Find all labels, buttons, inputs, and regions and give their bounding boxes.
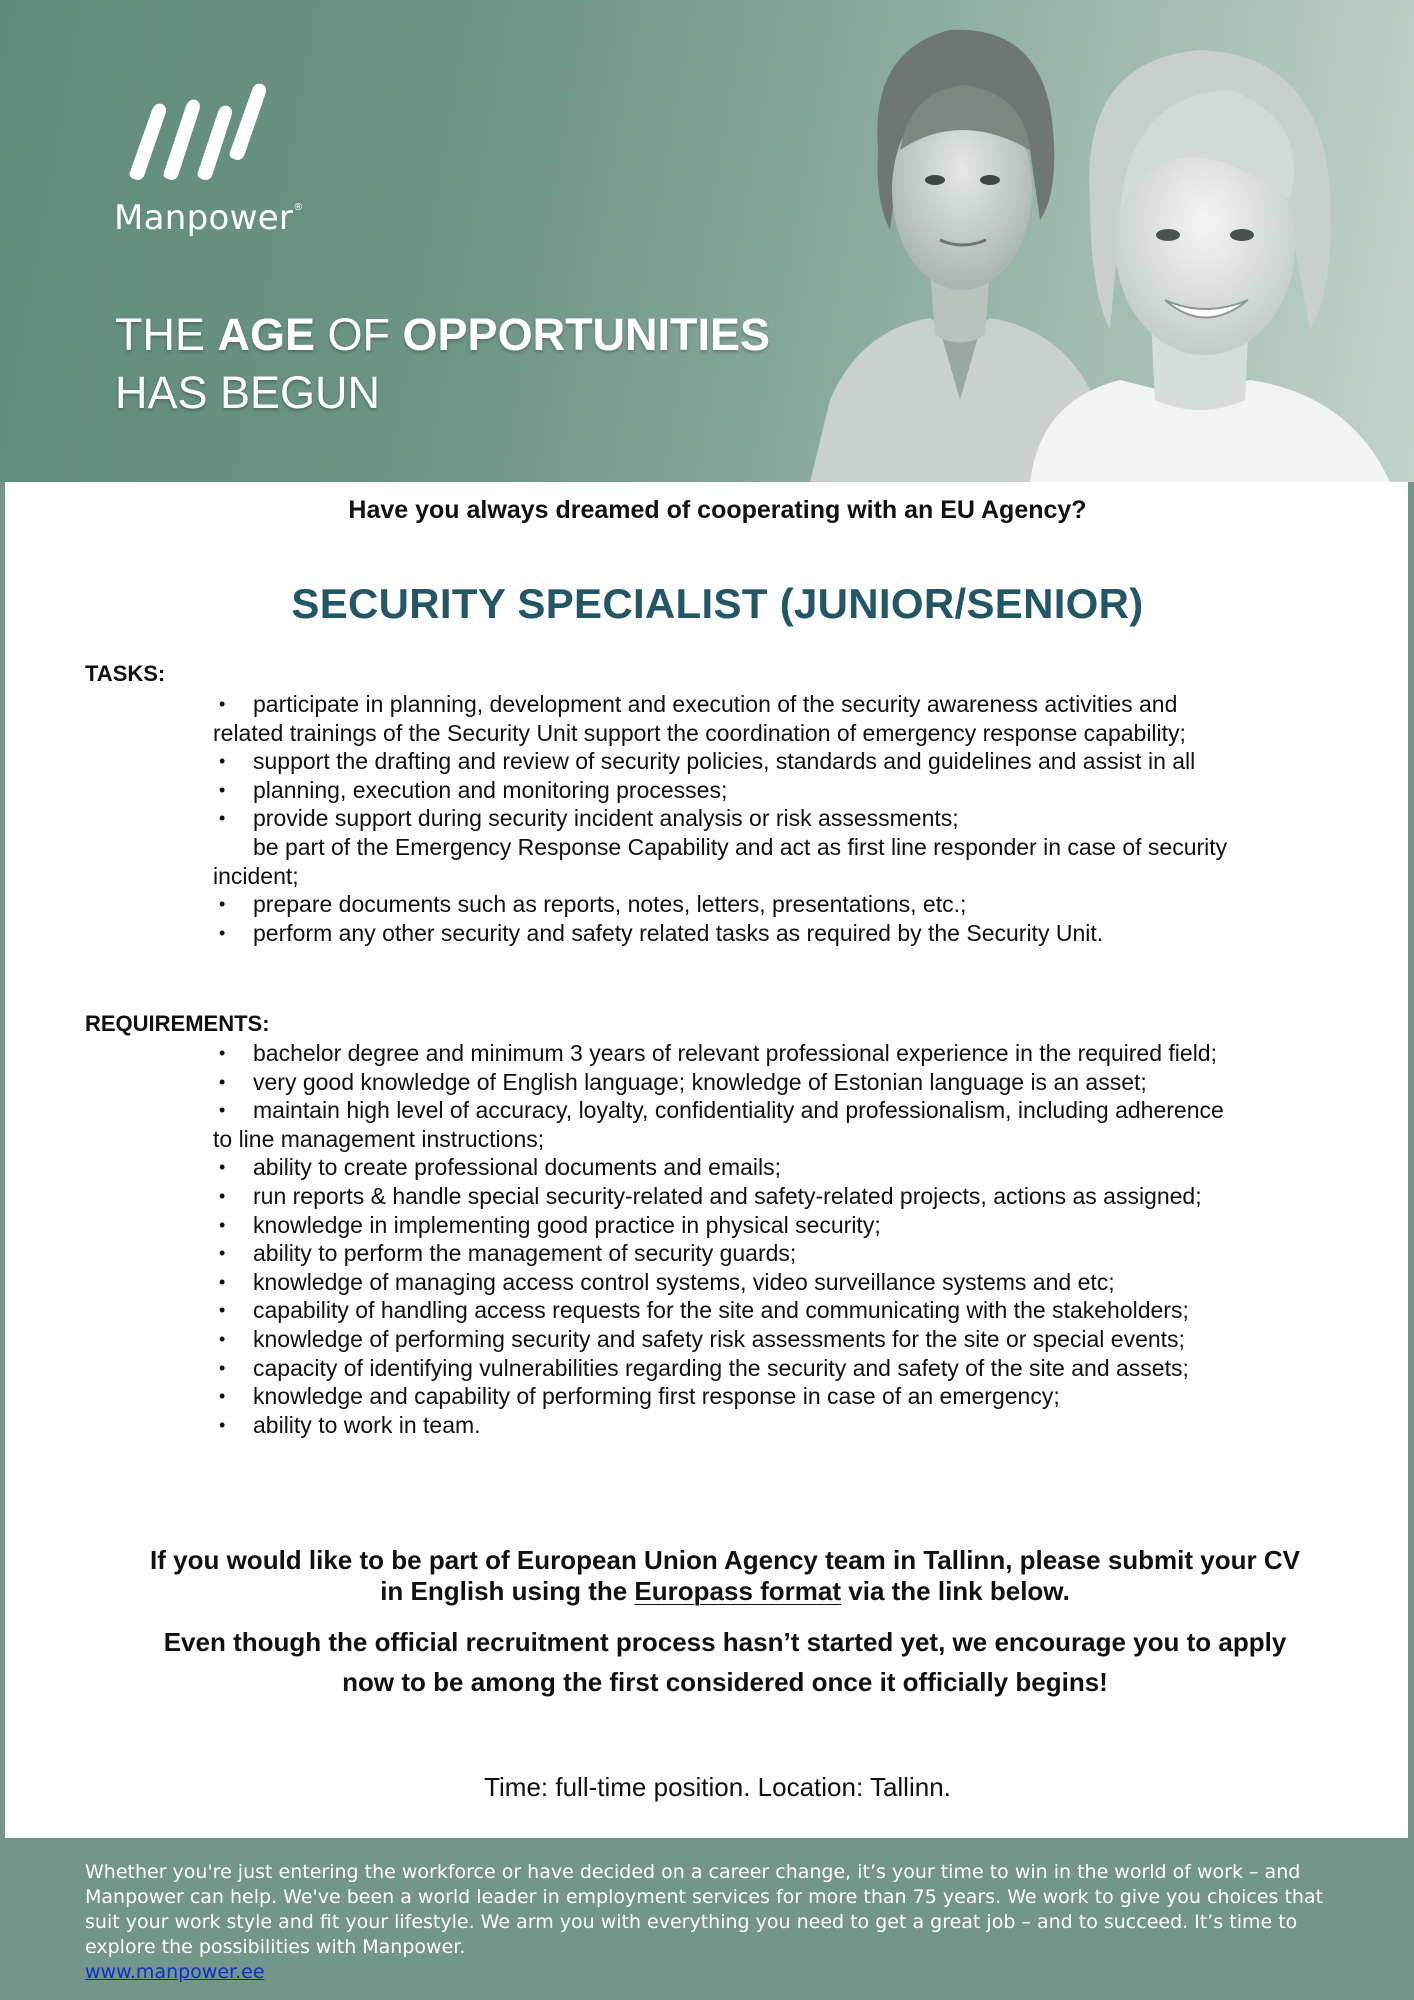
tasks-list-item <box>213 776 1353 805</box>
requirements-item-text: ability to create professional documents and emails; <box>253 1154 782 1181</box>
apply-line-2: in English using the Europass format via the link below. <box>380 1576 1070 1606</box>
requirements-list-item <box>213 1411 1353 1440</box>
tasks-item-text: planning, execution and monitoring processes; <box>253 776 728 803</box>
tasks-item-text: provide support during security incident analysis or risk assessments; <box>253 805 959 832</box>
requirements-item-text: capacity of identifying vulnerabilities regarding the security and safety of the site and assets; <box>253 1354 1189 1381</box>
manpower-stripes-icon <box>118 82 288 182</box>
requirements-item-text: very good knowledge of English language; knowledge of Estonian language is an asset; <box>253 1068 1147 1095</box>
requirements-item-text: run reports & handle special security-related and safety-related projects, actions as assigned; <box>253 1182 1202 1209</box>
tasks-item-text: perform any other security and safety related tasks as required by the Security Unit. <box>253 919 1104 946</box>
tasks-heading: TASKS: <box>85 661 166 686</box>
tasks-list <box>213 690 1353 947</box>
tasks-item-continuation: incident; <box>213 862 299 889</box>
footer <box>85 1860 1335 1985</box>
hero-banner <box>0 0 1414 482</box>
tasks-item-text: be part of the Emergency Response Capability and act as first line responder in case of security <box>253 833 1228 860</box>
requirements-list-item <box>213 1354 1353 1383</box>
tasks-list-item <box>213 690 1353 747</box>
slogan-line-1: THE AGE OF OPPORTUNITIES <box>115 309 771 360</box>
requirements-list-item <box>213 1039 1353 1068</box>
manpower-website-link[interactable]: www.manpower.ee <box>85 1961 265 1983</box>
footer-text: Whether you're just entering the workforce or have decided on a career change, it’s your time to win in the world of work – and Manpower can help. We've been a world leader in employment services for more than 75 years. We work to give you choices that suit your work style and fit your lifestyle. We arm you with everything you need to get a great job – and to succeed. It’s time to explore the possibilities with Manpower. <box>85 1861 1324 1958</box>
early-apply-note <box>115 1622 1335 1702</box>
tasks-item-text: prepare documents such as reports, notes, letters, presentations, etc.; <box>253 891 967 918</box>
time-location: Time: full-time position. Location: Tallinn. <box>484 1772 951 1802</box>
slogan <box>115 306 770 422</box>
requirements-item-text: ability to work in team. <box>253 1411 481 1438</box>
job-posting <box>5 482 1408 1838</box>
job-title: SECURITY SPECIALIST (JUNIOR/SENIOR) <box>291 580 1144 627</box>
requirements-list-item <box>213 1325 1353 1354</box>
requirements-heading: REQUIREMENTS: <box>85 1011 270 1036</box>
requirements-item-text: knowledge and capability of performing first response in case of an emergency; <box>253 1383 1060 1410</box>
requirements-list-item <box>213 1296 1353 1325</box>
requirements-item-text: maintain high level of accuracy, loyalty, confidentiality and professionalism, including adherence <box>253 1097 1224 1124</box>
requirements-item-text: ability to perform the management of security guards; <box>253 1240 797 1267</box>
requirements-list-item <box>213 1211 1353 1240</box>
requirements-list-item <box>213 1239 1353 1268</box>
requirements-list-item <box>213 1096 1353 1153</box>
tasks-list-item <box>213 890 1353 919</box>
tasks-item-text: participate in planning, development and execution of the security awareness activities and <box>253 691 1178 717</box>
requirements-item-text: bachelor degree and minimum 3 years of relevant professional experience in the required field; <box>253 1040 1217 1066</box>
europass-format-link[interactable]: Europass format <box>634 1576 842 1606</box>
slogan-line-2: HAS BEGUN <box>115 367 381 418</box>
requirements-item-text: knowledge of performing security and safety risk assessments for the site or special events; <box>253 1325 1185 1352</box>
requirements-list-item <box>213 1068 1353 1097</box>
requirements-item-continuation: to line management instructions; <box>213 1125 545 1152</box>
tasks-item-text: support the drafting and review of security policies, standards and guidelines and assist in all <box>253 748 1196 775</box>
intro-question: Have you always dreamed of cooperating with an EU Agency? <box>348 496 1087 524</box>
requirements-item-text: knowledge in implementing good practice in physical security; <box>253 1211 881 1238</box>
requirements-item-text: capability of handling access requests for the site and communicating with the stakeholders; <box>253 1297 1189 1324</box>
tasks-item-continuation: related trainings of the Security Unit support the coordination of emergency response capability; <box>213 719 1186 746</box>
early-apply-line-2: now to be among the first considered once it officially begins! <box>342 1667 1108 1697</box>
requirements-list-item <box>213 1182 1353 1211</box>
requirements-item-text: knowledge of managing access control systems, video surveillance systems and etc; <box>253 1268 1115 1295</box>
early-apply-line-1: Even though the official recruitment process hasn’t started yet, we encourage you to apply <box>163 1627 1287 1657</box>
brand-name: Manpower® <box>114 198 304 238</box>
tasks-list-item <box>213 747 1353 776</box>
requirements-list-item <box>213 1268 1353 1297</box>
tasks-list-item <box>213 833 1353 890</box>
requirements-list-item <box>213 1153 1353 1182</box>
requirements-list-item <box>213 1382 1353 1411</box>
tasks-list-item <box>213 919 1353 948</box>
apply-line-1: If you would like to be part of European Union Agency team in Tallinn, please submit your CV <box>150 1545 1300 1575</box>
man-and-woman-portrait <box>790 0 1414 482</box>
requirements-list <box>213 1039 1353 1439</box>
tasks-list-item <box>213 804 1353 833</box>
apply-instructions <box>115 1545 1335 1607</box>
